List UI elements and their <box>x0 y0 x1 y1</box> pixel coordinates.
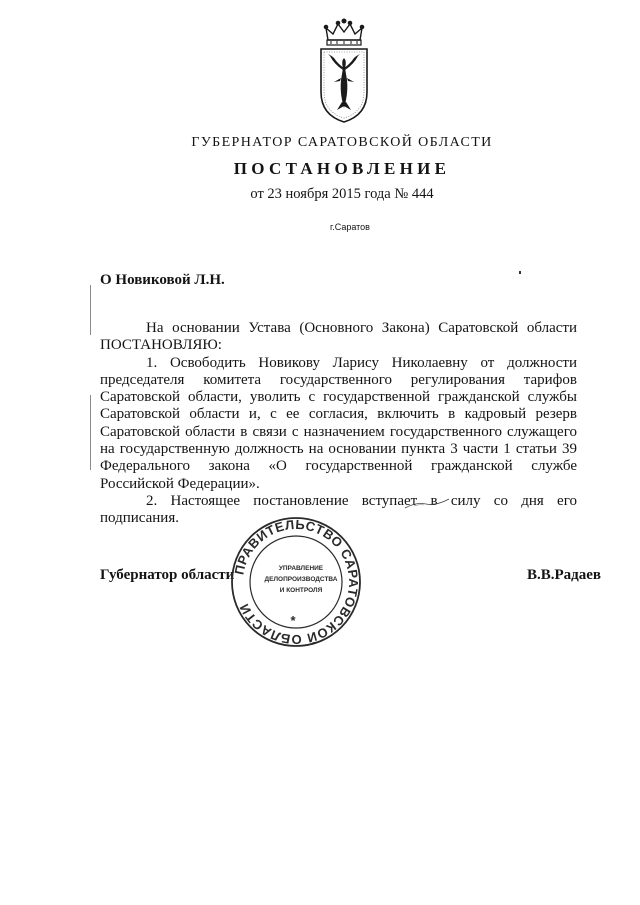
document-body <box>100 320 577 528</box>
document-subject: О Новиковой Л.Н. <box>100 272 225 288</box>
decree-item-2: 2. Настоящее постановление вступает в силу со дня его подписания. <box>100 492 577 527</box>
scan-speck <box>518 270 522 275</box>
document-city: г.Саратов <box>330 222 370 232</box>
stamp-star: * <box>290 613 296 628</box>
scan-margin-line <box>90 395 91 470</box>
stamp-inner-line-2: ДЕЛОПРОИЗВОДСТВА <box>264 576 338 583</box>
document-date-number: от 23 ноября 2015 года № 444 <box>250 186 434 202</box>
signature-pen-stroke <box>404 493 450 511</box>
stamp-outer-text: ПРАВИТЕЛЬСТВО САРАТОВСКОЙ ОБЛАСТИ <box>231 516 362 648</box>
decree-word: ПОСТАНОВЛЯЮ: <box>100 337 222 354</box>
saratov-coat-of-arms-icon <box>316 18 372 126</box>
preamble-paragraph: На основании Устава (Основного Закона) Саратовской области <box>146 320 577 336</box>
scan-margin-line <box>90 285 91 335</box>
signatory-position: Губернатор области <box>100 567 235 583</box>
official-stamp <box>229 515 363 649</box>
stamp-inner-line-1: УПРАВЛЕНИЕ <box>278 565 324 572</box>
decree-item-1: 1. Освободить Новикову Ларису Николаевну от должности председателя комитета государственного регулирования тарифов Саратовской области, уволить с государственной гражданской службы Саратовской области и, с ее согласия, включить в кадровый резерв Саратовской области в связи с назначением государственного служащего на государственную должность на основании пункта 3 части 1 статьи 39 Федерального закона «О государственной гражданской службе Российской Федерации». <box>100 354 577 492</box>
signatory-name: В.В.Радаев <box>527 567 602 583</box>
document-type-title: ПОСТАНОВЛЕНИЕ <box>233 159 451 178</box>
stamp-inner-line-3: И КОНТРОЛЯ <box>279 587 323 594</box>
issuing-authority: ГУБЕРНАТОР САРАТОВСКОЙ ОБЛАСТИ <box>191 135 493 150</box>
